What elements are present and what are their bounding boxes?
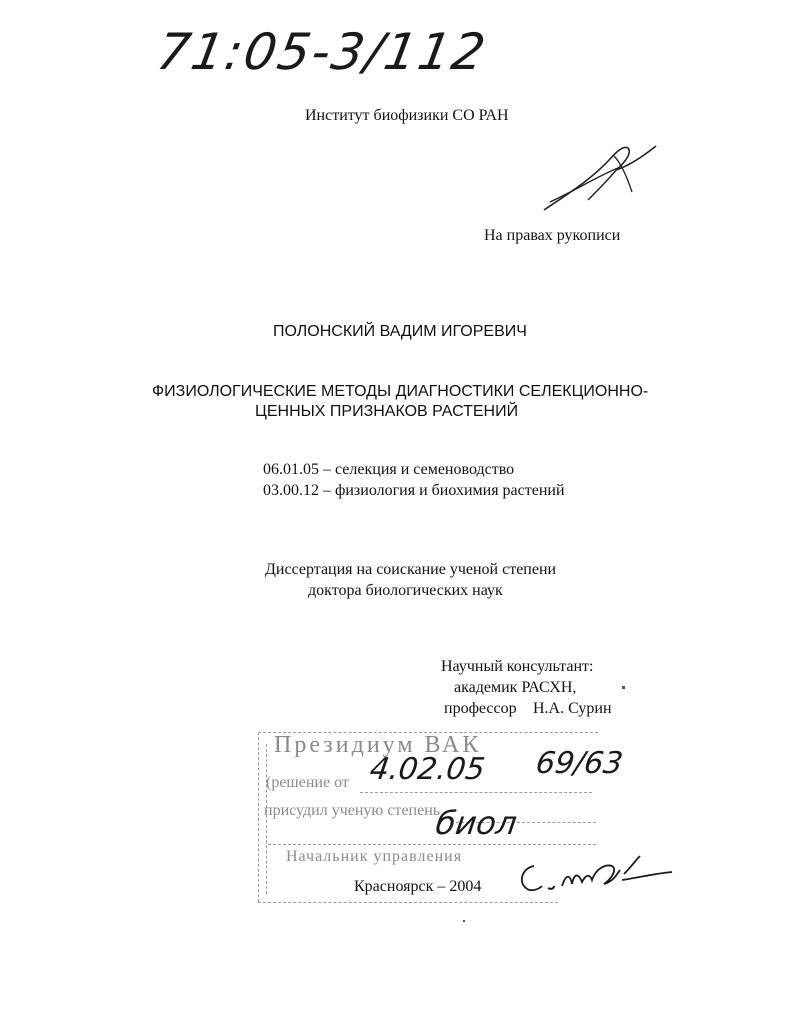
archive-code-handwritten: 71:05-3/112 <box>152 23 492 81</box>
city-year: Красноярск – 2004 <box>354 878 482 895</box>
head-signature <box>512 852 682 900</box>
scan-speck <box>622 686 625 689</box>
dissertation-title-line1: ФИЗИОЛОГИЧЕСКИЕ МЕТОДЫ ДИАГНОСТИКИ СЕЛЕКЦИОННО- <box>152 383 649 400</box>
specialty-code-2: 03.00.12 – физиология и биохимия растений <box>263 482 565 499</box>
consultant-label: Научный консультант: <box>441 658 594 675</box>
consultant-name: Н.А. Сурин <box>533 700 612 717</box>
scan-speck <box>463 920 465 922</box>
author-signature <box>536 140 662 216</box>
degree-line2: доктора биологических наук <box>308 582 503 599</box>
consultant-title: академик РАСХН, <box>454 679 577 696</box>
manuscript-rights: На правах рукописи <box>484 227 621 244</box>
stamp-handwritten-number: 69/63 <box>533 746 625 781</box>
institute-name: Институт биофизики СО РАН <box>305 107 509 124</box>
stamp-decision-prefix: (решение от <box>266 774 349 791</box>
stamp-underline-blank <box>268 844 596 845</box>
stamp-handwritten-date: 4.02.05 <box>367 752 488 787</box>
specialty-code-1: 06.01.05 – селекция и семеноводство <box>263 461 515 478</box>
stamp-border-left <box>258 732 259 902</box>
stamp-handwritten-degree: биол <box>433 804 520 842</box>
stamp-border-bottom <box>258 902 558 903</box>
degree-line1: Диссертация на соискание ученой степени <box>265 561 557 578</box>
stamp-line-awarded: присудил ученую степень <box>264 802 441 819</box>
stamp-line-presidium: Президиум ВАК <box>274 732 482 758</box>
stamp-underline-date <box>360 792 592 793</box>
author-name: ПОЛОНСКИЙ ВАДИМ ИГОРЕВИЧ <box>273 323 527 340</box>
stamp-line-head: Начальник управления <box>286 848 463 865</box>
dissertation-title-line2: ЦЕННЫХ ПРИЗНАКОВ РАСТЕНИЙ <box>255 403 519 420</box>
consultant-role: профессор <box>444 700 517 717</box>
